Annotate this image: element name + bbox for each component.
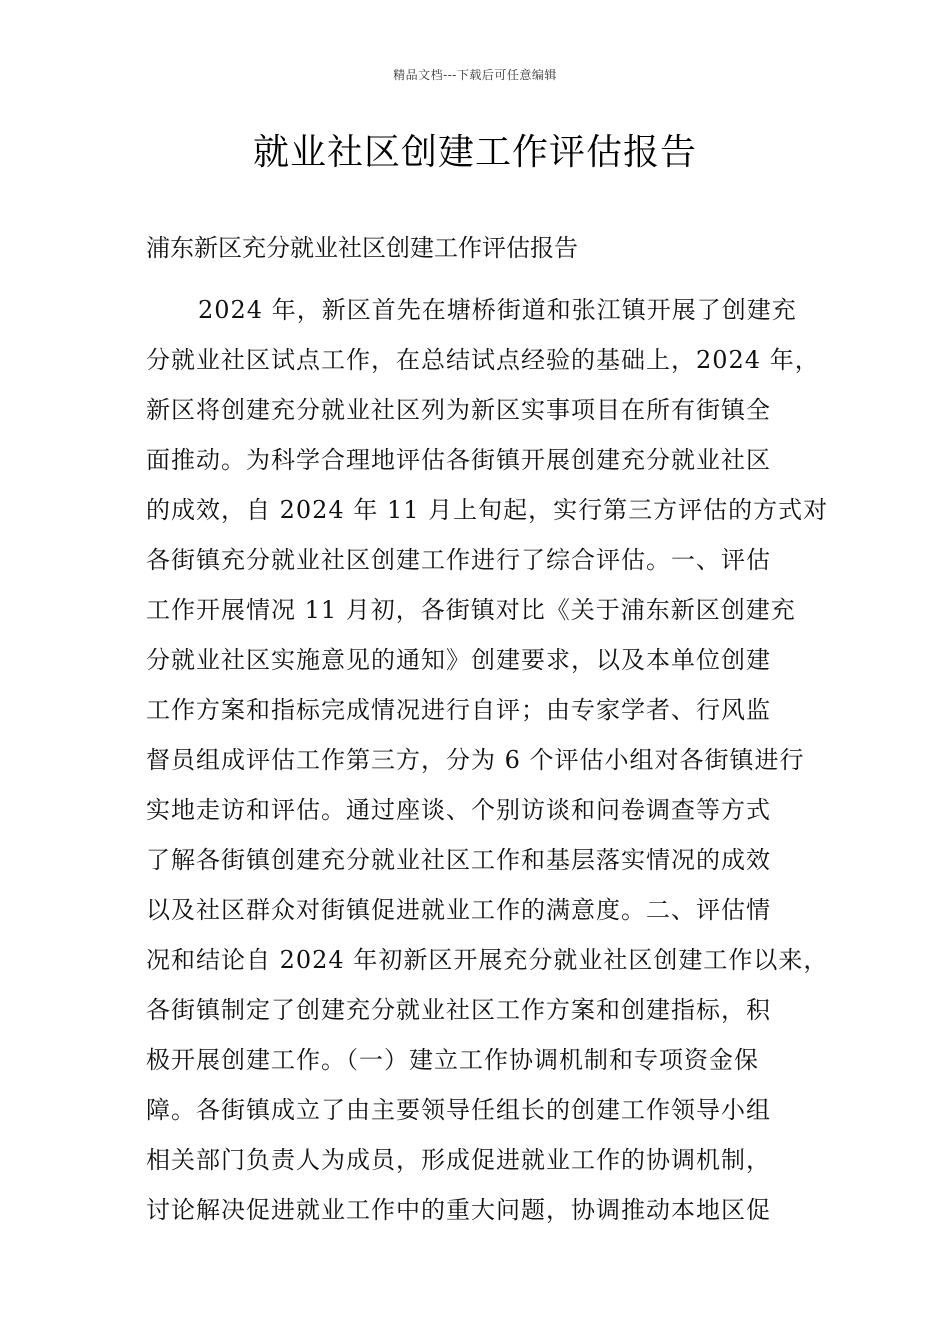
- body-line: 讨论解决促进就业工作中的重大问题，协调推动本地区促: [146, 1196, 771, 1224]
- body-line: 以及社区群众对街镇促进就业工作的满意度。二、评估情: [146, 896, 771, 924]
- body-line: 2024 年，新区首先在塘桥街道和张江镇开展了创建充: [198, 296, 797, 324]
- body-line: 障。各街镇成立了由主要领导任组长的创建工作领导小组: [146, 1096, 771, 1124]
- document-subtitle: 浦东新区充分就业社区创建工作评估报告: [146, 234, 578, 262]
- body-line: 的成效，自 2024 年 11 月上旬起，实行第三方评估的方式对: [146, 496, 829, 524]
- body-line: 督员组成评估工作第三方，分为 6 个评估小组对各街镇进行: [146, 746, 805, 774]
- body-line: 各街镇制定了创建充分就业社区工作方案和创建指标，积: [146, 996, 771, 1024]
- body-line: 分就业社区试点工作，在总结试点经验的基础上，2024 年，: [146, 346, 820, 374]
- body-line: 工作方案和指标完成情况进行自评；由专家学者、行风监: [146, 696, 771, 724]
- body-text: [146, 285, 829, 1235]
- body-line: 实地走访和评估。通过座谈、个别访谈和问卷调查等方式: [146, 796, 771, 824]
- header-note: 精品文档---下载后可任意编辑: [393, 68, 557, 82]
- body-line: 新区将创建充分就业社区列为新区实事项目在所有街镇全: [146, 396, 771, 424]
- body-line: 分就业社区实施意见的通知》创建要求，以及本单位创建: [146, 646, 771, 674]
- document-title: 就业社区创建工作评估报告: [252, 132, 697, 173]
- body-line: 各街镇充分就业社区创建工作进行了综合评估。一、评估: [146, 546, 771, 574]
- body-line: 况和结论自 2024 年初新区开展充分就业社区创建工作以来，: [146, 946, 829, 974]
- body-line: 了解各街镇创建充分就业社区工作和基层落实情况的成效: [146, 846, 771, 874]
- body-line: 工作开展情况 11 月初，各街镇对比《关于浦东新区创建充: [146, 596, 796, 624]
- body-line: 相关部门负责人为成员，形成促进就业工作的协调机制，: [146, 1146, 771, 1174]
- body-line: 极开展创建工作。（一）建立工作协调机制和专项资金保: [146, 1046, 759, 1074]
- body-line: 面推动。为科学合理地评估各街镇开展创建充分就业社区: [146, 446, 771, 474]
